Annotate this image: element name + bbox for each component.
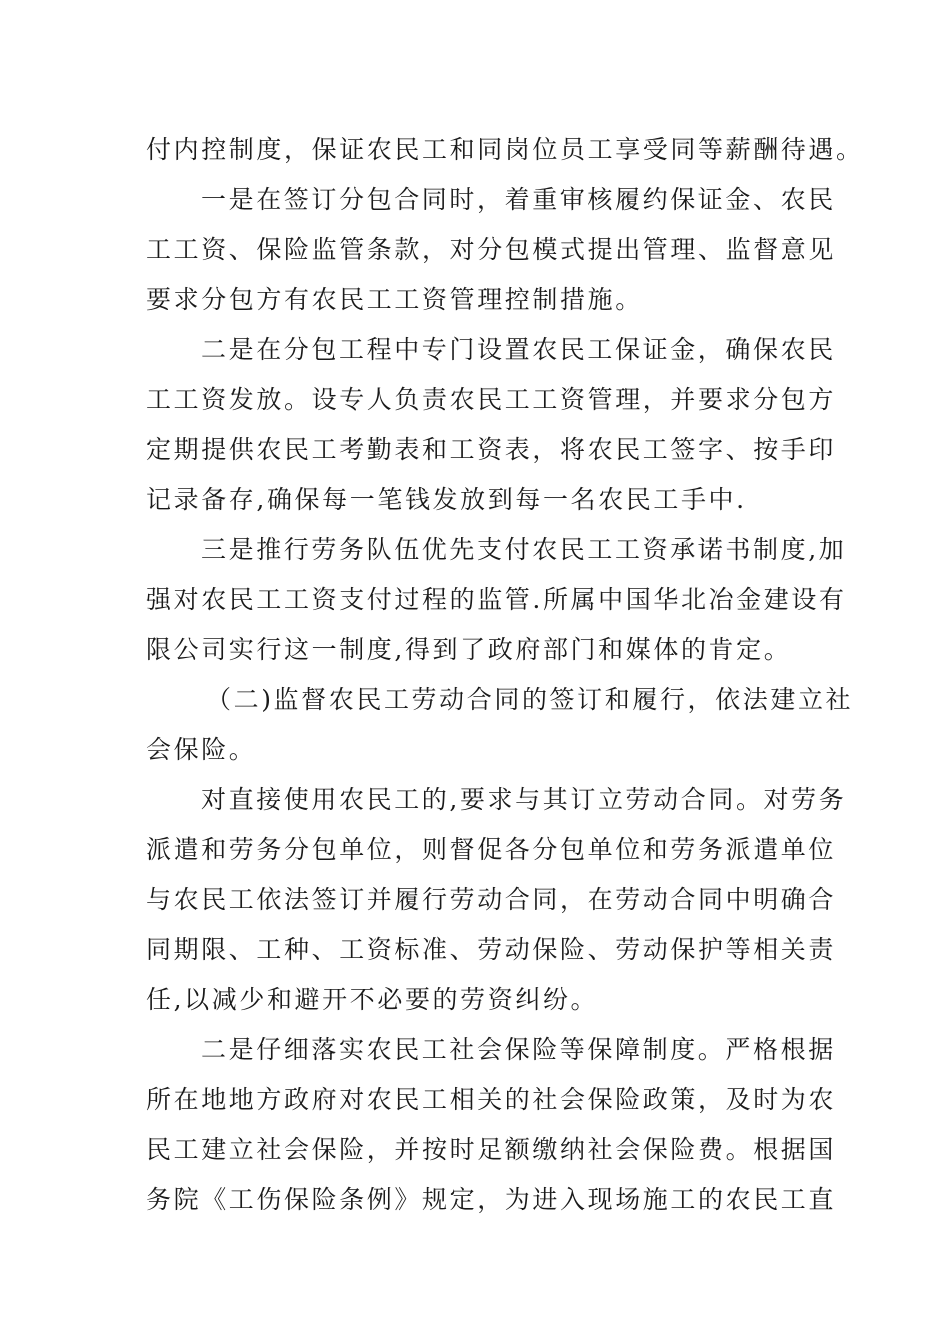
body-text-line: 所在地地方政府对农民工相关的社会保险政策，及时为农 <box>146 1085 837 1114</box>
section-heading: （二)监督农民工劳动合同的签订和履行，依法建立社 <box>206 685 854 714</box>
body-text-line: 定期提供农民工考勤表和工资表，将农民工签字、按手印 <box>146 435 837 464</box>
paragraph-first-line: 二是在分包工程中专门设置农民工保证金，确保农民 <box>201 335 836 364</box>
paragraph-first-line: 一是在签订分包合同时，着重审核履约保证金、农民 <box>201 185 836 214</box>
body-text-line: 务院《工伤保险条例》规定，为进入现场施工的农民工直 <box>146 1185 837 1214</box>
body-text-line: 要求分包方有农民工工资管理控制措施。 <box>146 285 643 314</box>
body-text-line: 强对农民工工资支付过程的监管.所属中国华北冶金建设有 <box>146 585 847 614</box>
body-text-line: 民工建立社会保险，并按时足额缴纳社会保险费。根据国 <box>146 1135 837 1164</box>
paragraph-first-line: 二是仔细落实农民工社会保险等保障制度。严格根据 <box>201 1035 836 1064</box>
body-text-line: 限公司实行这一制度,得到了政府部门和媒体的肯定。 <box>146 635 792 664</box>
body-text-line: 付内控制度，保证农民工和同岗位员工享受同等薪酬待遇。 <box>146 135 864 164</box>
paragraph-first-line: 对直接使用农民工的,要求与其订立劳动合同。对劳务 <box>201 785 847 814</box>
section-heading-continuation: 会保险。 <box>146 735 257 764</box>
body-text-line: 同期限、工种、工资标准、劳动保险、劳动保护等相关责 <box>146 935 837 964</box>
body-text-line: 记录备存,确保每一笔钱发放到每一名农民工手中. <box>146 485 747 514</box>
body-text-line: 工工资、保险监管条款，对分包模式提出管理、监督意见 <box>146 235 837 264</box>
body-text-line: 与农民工依法签订并履行劳动合同，在劳动合同中明确合 <box>146 885 837 914</box>
body-text-line: 派遣和劳务分包单位，则督促各分包单位和劳务派遣单位 <box>146 835 837 864</box>
body-text-line: 任,以减少和避开不必要的劳资纠纷。 <box>146 985 599 1014</box>
paragraph-first-line: 三是推行劳务队伍优先支付农民工工资承诺书制度,加 <box>201 535 847 564</box>
body-text-line: 工工资发放。设专人负责农民工工资管理，并要求分包方 <box>146 385 837 414</box>
